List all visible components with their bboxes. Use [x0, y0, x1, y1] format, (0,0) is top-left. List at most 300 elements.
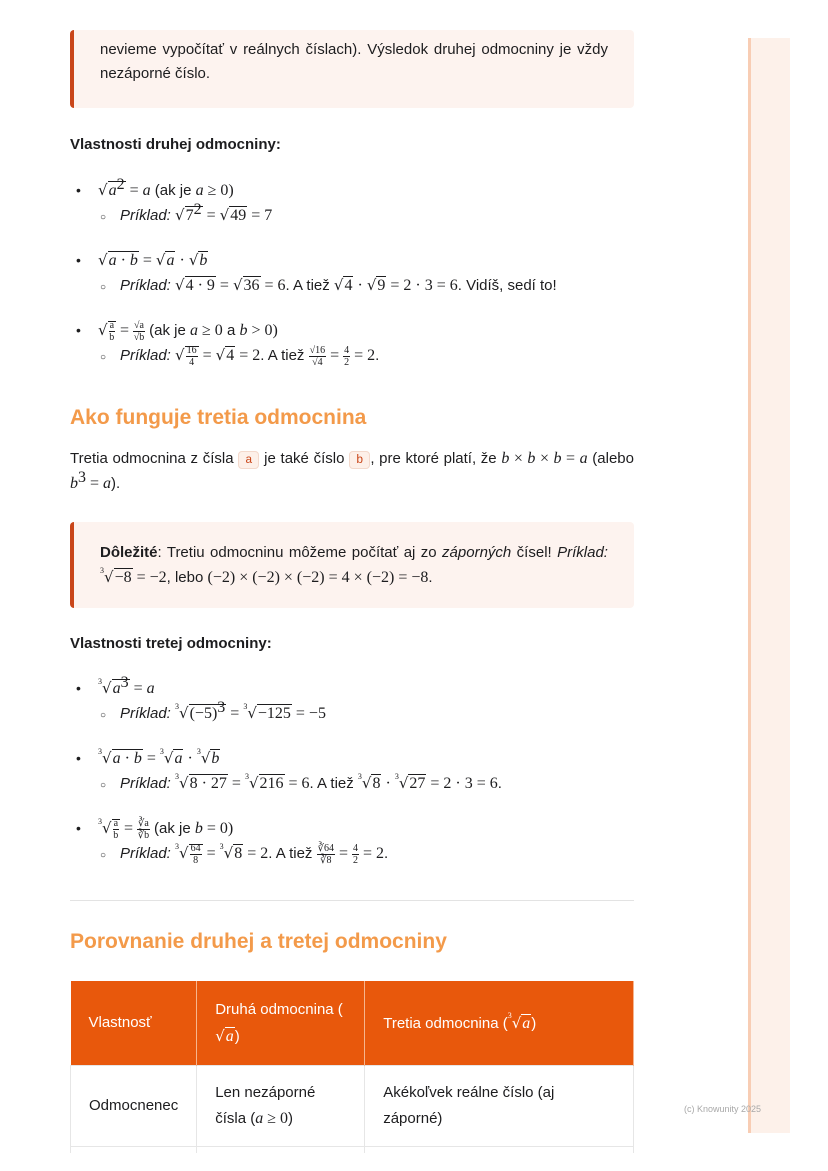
numerator: 16 [186, 344, 197, 356]
radical-sign-icon: √ [102, 819, 112, 837]
italic-text: Príklad: [120, 775, 176, 792]
formula [98, 176, 234, 199]
radical-sign-icon: √ [200, 749, 211, 767]
radicand [165, 251, 175, 269]
radical [175, 701, 226, 726]
math-variable: b [199, 252, 208, 269]
formula [98, 747, 220, 767]
table-row [71, 1147, 634, 1154]
side-panel [748, 38, 790, 1133]
radicand [225, 1027, 235, 1045]
circle-bullet-icon: ○ [100, 850, 107, 861]
list-item [76, 816, 634, 868]
cell [197, 1066, 365, 1147]
denominator: √b [133, 331, 145, 343]
comparison-table [70, 981, 634, 1153]
text: Akékoľvek reálne číslo (aj záporné) [383, 1084, 555, 1127]
denominator: ∛b [137, 829, 150, 841]
radical-sign-icon: √ [219, 206, 230, 224]
radical [215, 1023, 235, 1050]
comparison-title: Porovnanie druhej a tretej odmocniny [70, 930, 447, 953]
circle-bullet-icon: ○ [100, 780, 107, 791]
callout-square-root-note [70, 30, 634, 108]
header-cube-root [365, 981, 634, 1066]
denominator: b [113, 829, 119, 841]
radical [220, 841, 244, 866]
math-text: · [116, 252, 130, 269]
radical-index: 3 [100, 566, 104, 575]
radical [98, 746, 143, 771]
text: ) [531, 1014, 537, 1032]
text: Vlastnosť [88, 1014, 152, 1031]
math-variable: b [527, 450, 536, 467]
math-text: 36 [243, 277, 260, 294]
numerator: a [113, 817, 119, 829]
math-variable: a [108, 252, 117, 269]
radicand [189, 842, 203, 866]
radical-sign-icon: √ [104, 568, 114, 586]
text: (alebo [587, 450, 634, 467]
bullet-icon: • [76, 252, 81, 268]
radicand [243, 276, 261, 294]
radical-sign-icon: √ [333, 276, 344, 294]
text: . [497, 775, 502, 792]
radical-index: 3 [394, 772, 399, 781]
numerator: ∛64 [317, 842, 334, 854]
numerator: 4 [353, 842, 358, 854]
text: , pre ktoré platí, že [370, 450, 502, 467]
math-variable: a [579, 450, 588, 467]
italic-text: Príklad: [120, 277, 176, 294]
math-text: · [120, 750, 134, 767]
math-text: = [202, 845, 220, 862]
copyright: (c) Knowunity 2025 [684, 1104, 762, 1114]
radical-sign-icon: √ [155, 251, 166, 269]
math-text: = [125, 182, 143, 199]
radical-index: 3 [98, 677, 102, 686]
italic-text: Príklad: [120, 845, 176, 862]
radical-sign-icon: √ [511, 1013, 522, 1032]
radical [98, 318, 116, 343]
math-text: 8 [372, 775, 381, 792]
radical-sign-icon: √ [98, 251, 108, 269]
callout-text [100, 544, 608, 586]
radicand [108, 319, 116, 343]
formula [98, 674, 155, 697]
radicand [257, 704, 292, 722]
math-text: 4 [344, 277, 353, 294]
math-variable: a [146, 680, 155, 697]
radicand [189, 774, 228, 792]
radicand [112, 817, 120, 841]
radical [175, 203, 203, 228]
radical-sign-icon: √ [248, 774, 259, 792]
square-root-properties-list [70, 178, 634, 370]
math-text: · [381, 775, 395, 792]
text: . Vidíš, sedí to! [457, 277, 557, 294]
math-text: 8 · 27 [189, 775, 227, 792]
list-item-main [76, 178, 634, 203]
radicand [112, 674, 130, 697]
fraction [186, 345, 198, 368]
example [120, 201, 273, 224]
text: Tretia odmocnina ( [383, 1014, 508, 1032]
radical-index: 3 [219, 842, 224, 851]
radical-sign-icon: √ [179, 844, 189, 862]
math-text: × [535, 450, 554, 467]
radical-sign-icon: √ [175, 346, 185, 364]
radical [100, 565, 133, 590]
text: ) [234, 1027, 240, 1045]
list-item [76, 676, 634, 728]
math-text: (−5) [189, 705, 218, 722]
math-text: = [326, 347, 344, 364]
radical-sign-icon: √ [102, 749, 112, 767]
fraction [109, 320, 115, 343]
fraction [137, 818, 150, 841]
math-text: 27 [409, 775, 426, 792]
cell [365, 1066, 634, 1147]
numerator: √a [134, 319, 144, 331]
bold-text: Dôležité [100, 544, 158, 561]
formula [98, 817, 234, 841]
text: Len nezáporné čísla ( [215, 1084, 316, 1127]
text: , lebo [166, 569, 208, 586]
numerator: √16 [309, 344, 326, 356]
math-text: > 0) [247, 322, 278, 339]
list-item [76, 178, 634, 230]
math-text: 4 [226, 347, 235, 364]
example [120, 344, 380, 368]
cube-root-properties-heading: Vlastnosti tretej odmocniny: [70, 635, 272, 652]
radical [175, 273, 216, 298]
text: (ak je [144, 322, 190, 339]
math-text: = 7 [247, 207, 273, 224]
divider [70, 900, 634, 901]
radical [197, 746, 221, 771]
fraction [309, 345, 327, 368]
math-text: = 2 [243, 845, 269, 862]
radical-sign-icon: √ [179, 704, 189, 722]
math-variable: a [522, 1014, 531, 1032]
radical-sign-icon: √ [163, 749, 174, 767]
exponent: 2 [193, 201, 202, 218]
denominator: b [109, 331, 115, 343]
math-text: · [183, 750, 197, 767]
radical-sign-icon: √ [223, 844, 234, 862]
text: je také číslo [259, 450, 350, 467]
fraction [190, 843, 202, 866]
comparison-table-wrapper [70, 981, 634, 1153]
italic-text: Príklad: [120, 207, 176, 224]
radical-sign-icon: √ [247, 704, 257, 722]
math-text: 7 [185, 207, 194, 224]
fraction [352, 843, 359, 866]
bullet-icon: • [76, 750, 81, 766]
radical [243, 701, 292, 726]
radical-index: 3 [98, 817, 102, 826]
radical [175, 343, 199, 368]
radical-sign-icon: √ [102, 679, 112, 697]
math-variable: a [255, 1110, 264, 1127]
math-variable: b [211, 750, 220, 767]
text: . [384, 845, 389, 862]
radicand [259, 774, 285, 792]
example [120, 772, 502, 792]
text: . A tiež [260, 347, 309, 364]
math-text: = [215, 277, 233, 294]
circle-bullet-icon: ○ [100, 212, 107, 223]
list-item [76, 318, 634, 370]
math-variable: a [108, 182, 117, 199]
math-text: · [353, 277, 367, 294]
list-subitem [76, 771, 634, 798]
denominator: 4 [189, 356, 195, 368]
math-variable: a [195, 182, 204, 199]
math-variable: b [70, 475, 78, 492]
fraction [133, 320, 145, 343]
denominator: 8 [193, 854, 199, 866]
math-text: · [175, 252, 189, 269]
cell [71, 1066, 197, 1147]
bullet-icon: • [76, 820, 81, 836]
radical-sign-icon: √ [175, 206, 185, 224]
radical-index: 3 [507, 1010, 512, 1020]
inline-code: b [349, 451, 370, 469]
square-root-properties-heading: Vlastnosti druhej odmocniny: [70, 136, 281, 153]
bullet-icon: • [76, 182, 81, 198]
list-item-main [76, 816, 634, 841]
radicand [185, 201, 203, 224]
exponent: 3 [120, 674, 129, 691]
math-variable: b [194, 820, 203, 837]
list-subitem [76, 203, 634, 230]
radicand [229, 206, 247, 224]
numerator: 64 [190, 842, 201, 854]
radical-index: 3 [175, 842, 180, 851]
math-variable: a [190, 322, 198, 339]
radical-index: 3 [243, 702, 248, 711]
radical [98, 676, 130, 701]
table-row [71, 1066, 634, 1147]
math-text: = 6 [260, 277, 286, 294]
cell [71, 1147, 197, 1154]
numerator: ∛a [138, 817, 149, 829]
radicand [189, 699, 227, 722]
math-variable: b [553, 450, 562, 467]
radical [160, 746, 184, 771]
math-variable: a [225, 1027, 234, 1045]
radicand [225, 346, 235, 364]
example [120, 277, 557, 294]
list-subitem [76, 273, 634, 300]
denominator: ∛8 [320, 854, 332, 866]
text: . A tiež [268, 845, 317, 862]
radical-sign-icon: √ [215, 1026, 225, 1045]
radical-sign-icon: √ [398, 774, 409, 792]
radical [98, 816, 120, 841]
radical [233, 273, 261, 298]
radical-sign-icon: √ [361, 774, 372, 792]
radical-index: 3 [244, 772, 249, 781]
radical-sign-icon: √ [232, 276, 243, 294]
text: Druhá odmocnina ( [215, 1000, 343, 1018]
text: . [428, 569, 433, 586]
inline-code: a [238, 451, 259, 469]
radicand [233, 844, 243, 862]
math-text: × [509, 450, 528, 467]
article-content [70, 30, 634, 1153]
radicand [343, 276, 353, 294]
math-text: −8 [114, 569, 132, 586]
table-header-row [71, 981, 634, 1066]
radicand [173, 749, 183, 767]
italic-text: Príklad: [557, 544, 608, 561]
math-variable: a [142, 182, 151, 199]
math-text: ≥ 0) [203, 182, 234, 199]
text: . A tiež [309, 775, 358, 792]
text: : Tretiu odmocninu môžeme počítať aj zo [157, 544, 443, 561]
radicand [210, 749, 220, 767]
math-text: = [561, 450, 580, 467]
bullet-icon: • [76, 680, 81, 696]
math-variable: b [239, 322, 248, 339]
list-subitem [76, 701, 634, 728]
text: (ak je [149, 820, 195, 837]
math-text: = [142, 750, 160, 767]
radicand [376, 276, 386, 294]
text: ) [288, 1110, 294, 1127]
math-text: 216 [259, 775, 284, 792]
math-variable: a [174, 750, 183, 767]
math-variable: b [129, 252, 138, 269]
text: Odmocnenec [89, 1097, 179, 1114]
cell [197, 1147, 365, 1154]
header-property [71, 981, 197, 1066]
circle-bullet-icon: ○ [100, 282, 107, 293]
radical [98, 248, 139, 273]
radical [367, 273, 387, 298]
math-text: = 2 · 3 = 6 [386, 277, 458, 294]
math-variable: a [166, 252, 175, 269]
text: a [222, 322, 240, 339]
formula [98, 252, 208, 269]
header-square-root [197, 981, 365, 1066]
cube-root-properties-list [70, 676, 634, 868]
radical-index: 3 [196, 747, 201, 756]
math-text: = [202, 207, 220, 224]
radical-index: 3 [357, 772, 362, 781]
radicand [521, 1014, 531, 1032]
fraction [317, 843, 335, 866]
list-item-main [76, 318, 634, 343]
math-text: ≥ 0 [198, 322, 223, 339]
radicand [185, 344, 199, 368]
radical-sign-icon: √ [179, 774, 189, 792]
exponent: 3 [78, 469, 86, 486]
math-text: = [334, 845, 352, 862]
radicand [185, 276, 216, 294]
radical [220, 203, 248, 228]
text: čísel! [511, 544, 558, 561]
radicand [408, 774, 426, 792]
numerator: 4 [344, 344, 350, 356]
radical-index: 3 [159, 747, 164, 756]
list-item [76, 746, 634, 798]
radical-index: 3 [175, 772, 180, 781]
radical [189, 248, 209, 273]
numerator: a [109, 319, 115, 331]
radical [98, 178, 126, 203]
radical [508, 1010, 532, 1037]
text: . A tiež [285, 277, 334, 294]
math-text: (−2) × (−2) × (−2) = 4 × (−2) = −8 [207, 569, 429, 586]
radical [156, 248, 176, 273]
denominator: 2 [344, 356, 350, 368]
list-item-main [76, 676, 634, 701]
math-text: 8 [234, 845, 243, 862]
list-subitem [76, 841, 634, 868]
radicand [112, 749, 143, 767]
radical [358, 771, 382, 796]
callout-important [70, 522, 634, 608]
radical-sign-icon: √ [215, 346, 226, 364]
radical-sign-icon: √ [175, 276, 185, 294]
math-text: = [116, 322, 134, 339]
formula [98, 319, 278, 343]
math-text: = 2 · 3 = 6 [426, 775, 498, 792]
callout-text: nevieme vypočítať v reálnych číslach). Výsledok druhej odmocniny je vždy nezáporné číslo. [100, 41, 608, 82]
radical [395, 771, 427, 796]
radicand [108, 251, 139, 269]
example [120, 842, 389, 866]
list-item-main [76, 248, 634, 273]
circle-bullet-icon: ○ [100, 710, 107, 721]
denominator: 2 [353, 854, 358, 866]
math-variable: a [103, 475, 112, 492]
math-text: 49 [230, 207, 247, 224]
math-text: = 2 [350, 347, 376, 364]
bullet-icon: • [76, 322, 81, 338]
italic-text: záporných [442, 544, 512, 561]
cube-root-section-title: Ako funguje tretia odmocnina [70, 406, 367, 429]
math-text: ≥ 0 [263, 1110, 289, 1127]
circle-bullet-icon: ○ [100, 352, 107, 363]
radicand [114, 568, 133, 586]
math-text: = −2 [132, 569, 167, 586]
italic-text: Príklad: [120, 347, 176, 364]
math-text: = 2 [235, 347, 261, 364]
math-text: = [138, 252, 156, 269]
italic-text: Príklad: [120, 705, 176, 722]
text: Tretia odmocnina z čísla [70, 450, 239, 467]
math-text: = [129, 680, 147, 697]
denominator: √4 [312, 356, 323, 368]
math-variable: a [112, 680, 121, 697]
radical [245, 771, 285, 796]
list-item [76, 248, 634, 300]
math-variable: a [112, 750, 121, 767]
radical-sign-icon: √ [366, 276, 377, 294]
radical-index: 3 [175, 702, 180, 711]
radical [175, 771, 228, 796]
exponent: 3 [217, 699, 226, 716]
math-text: = [226, 705, 244, 722]
example [120, 699, 326, 722]
cell [365, 1147, 634, 1154]
text: ). [111, 475, 121, 492]
math-text: = [227, 775, 245, 792]
